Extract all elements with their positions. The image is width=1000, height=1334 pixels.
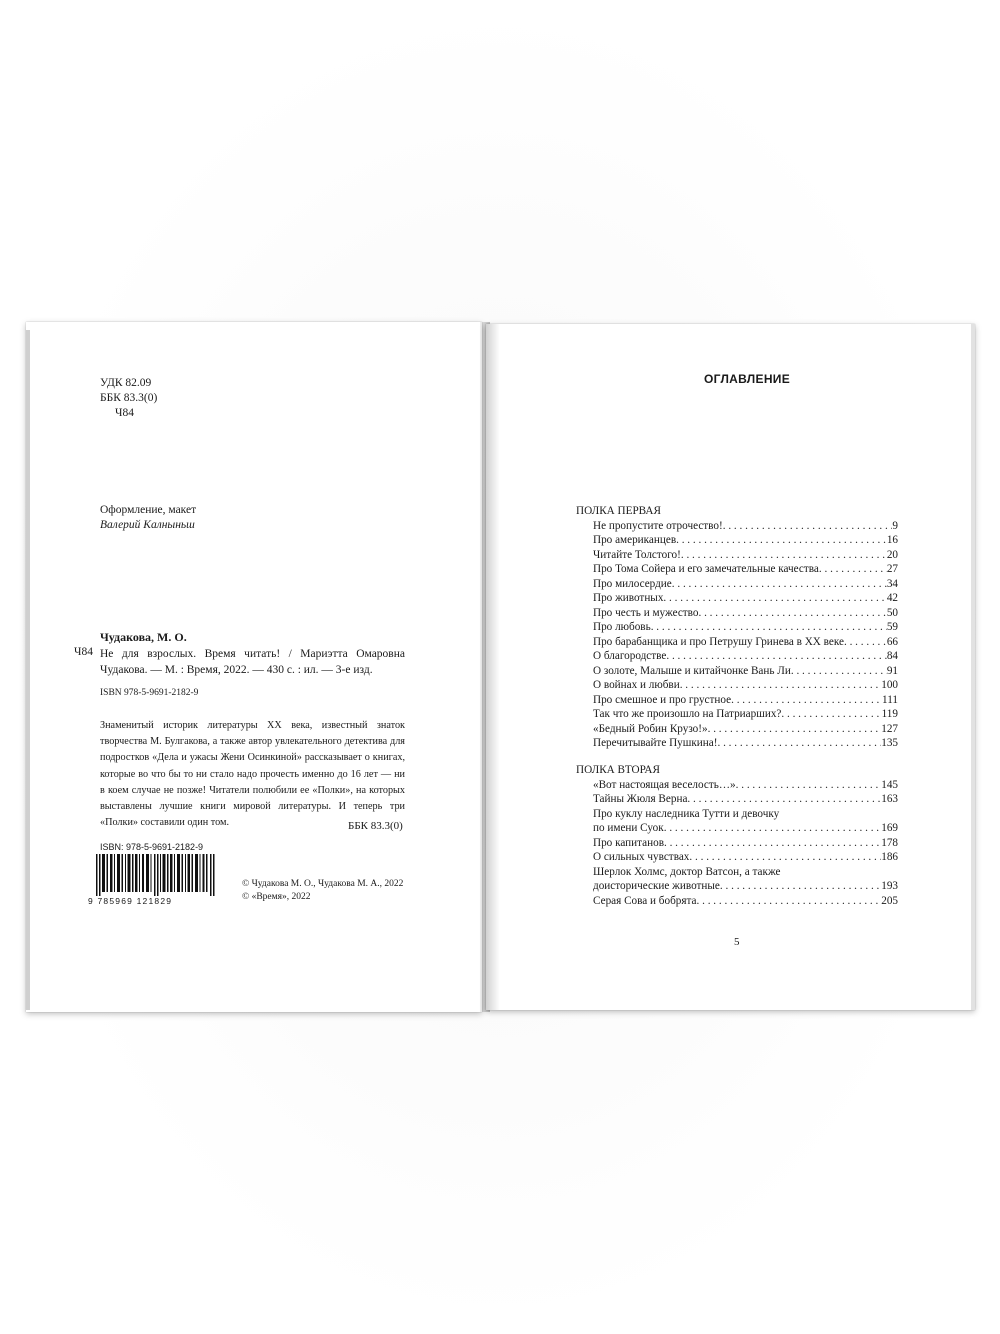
bibliographic-record: Не для взрослых. Время читать! / Мариэтта Омаровна Чудакова. — М. : Время, 2022. — 430 с. : ил. — 3-е изд. xyxy=(100,648,405,677)
toc-entry-page: 135 xyxy=(881,737,898,749)
toc-entry xyxy=(576,519,898,534)
toc-leader-dots xyxy=(664,836,881,851)
toc-entry-title: Читайте Толстого! xyxy=(593,548,681,561)
toc-entry-page: 127 xyxy=(881,722,898,735)
toc-entry-title: Про любовь xyxy=(593,621,651,633)
toc-entry-page: 163 xyxy=(881,793,898,805)
toc-entry xyxy=(576,664,898,679)
copyright-line: © Чудакова М. О., Чудакова М. А., 2022 xyxy=(242,879,404,889)
toc-leader-dots xyxy=(651,620,887,635)
toc-entry-page: 145 xyxy=(881,778,898,791)
call-mark: Ч84 xyxy=(74,646,93,658)
barcode xyxy=(88,842,224,910)
toc-entry xyxy=(576,548,898,563)
toc-entry xyxy=(576,736,898,751)
toc-leader-dots xyxy=(687,792,881,807)
left-page xyxy=(26,322,482,1012)
bbk-code: ББК 83.3(0) xyxy=(100,392,158,404)
designer-name: Валерий Калныньш xyxy=(100,519,195,531)
toc-entry xyxy=(576,533,898,548)
toc-entry xyxy=(576,879,898,894)
toc-entry xyxy=(576,821,898,836)
toc-entry-title: О войнах и любви xyxy=(593,679,680,691)
toc-entry-page: 84 xyxy=(886,650,898,662)
toc-leader-dots xyxy=(689,850,881,865)
toc-section-heading: ПОЛКА ВТОРАЯ xyxy=(576,764,660,776)
bbk-bottom: ББК 83.3(0) xyxy=(348,820,403,832)
toc-entry-page: 178 xyxy=(881,836,898,849)
toc-entry-page: 50 xyxy=(886,606,898,619)
toc-section-heading: ПОЛКА ПЕРВАЯ xyxy=(576,505,661,517)
toc-entry-title: «Вот настоящая веселость…» xyxy=(593,778,736,791)
toc-entry-page: 111 xyxy=(882,693,898,706)
toc-leader-dots xyxy=(680,678,882,693)
toc-entry-title: по имени Суок xyxy=(593,822,664,834)
toc-entry-title: «Бедный Робин Крузо!» xyxy=(593,722,708,735)
toc-entry-page: 91 xyxy=(886,664,898,677)
design-credit xyxy=(100,503,196,533)
toc-entry xyxy=(576,836,898,851)
right-page xyxy=(486,324,975,1010)
toc-entry xyxy=(576,707,898,722)
toc-leader-dots xyxy=(717,736,881,751)
toc-entry-lead: Про куклу наследника Тутти и девочку xyxy=(593,807,780,820)
toc-leader-dots xyxy=(672,577,887,592)
toc-entry-page: 20 xyxy=(886,548,898,561)
toc-list xyxy=(576,519,898,751)
toc-leader-dots xyxy=(731,693,882,708)
toc-entry xyxy=(576,850,898,865)
toc-entry-title: Серая Сова и бобрята xyxy=(593,894,697,907)
toc-entry-title: Так что же произошло на Патриарших? xyxy=(593,708,782,720)
toc-entry-page: 193 xyxy=(881,880,898,892)
toc-entry xyxy=(576,894,898,909)
toc-leader-dots xyxy=(736,778,882,793)
barcode-digits: 9 785969 121829 xyxy=(88,896,173,906)
copyright-block xyxy=(242,878,403,904)
design-label: Оформление, макет xyxy=(100,504,197,516)
toc-entry-title: Про честь и мужество xyxy=(593,606,699,619)
toc-entry-page: 119 xyxy=(881,708,898,720)
udk-block xyxy=(100,376,157,421)
toc-entry xyxy=(576,722,898,737)
barcode-isbn: ISBN: 978-5-9691-2182-9 xyxy=(100,842,204,852)
toc-title: ОГЛАВЛЕНИЕ xyxy=(704,372,791,386)
toc-entry-title: Про Тома Сойера и его замечательные качества xyxy=(593,563,819,575)
toc-entry-title: Про барабанщика и про Петрушу Гринева в XX веке xyxy=(593,635,844,648)
toc-entry-title: Перечитывайте Пушкина! xyxy=(593,737,718,749)
toc-entry xyxy=(576,591,898,606)
toc-entry xyxy=(576,693,898,708)
toc-entry-page: 27 xyxy=(886,563,898,575)
toc-entry xyxy=(576,649,898,664)
toc-leader-dots xyxy=(819,562,887,577)
toc-leader-dots xyxy=(791,664,887,679)
toc-entry-page: 66 xyxy=(886,635,898,648)
toc-leader-dots xyxy=(664,821,882,836)
page-number: 5 xyxy=(734,936,740,948)
toc-leader-dots xyxy=(720,879,881,894)
toc-entry xyxy=(576,606,898,621)
toc-entry-title: Тайны Жюля Верна xyxy=(593,793,688,805)
toc-entry-title: доисторические животные xyxy=(593,880,720,892)
toc-entry-page: 169 xyxy=(881,822,898,834)
toc-entry xyxy=(576,792,898,807)
toc-entry-title: Про животных xyxy=(593,592,664,604)
toc-leader-dots xyxy=(681,548,887,563)
author-heading: Чудакова, М. О. xyxy=(100,630,187,644)
toc-entry-page: 186 xyxy=(881,851,898,863)
toc-entry xyxy=(576,778,898,793)
toc-entry-lead: Шерлок Холмс, доктор Ватсон, а также xyxy=(593,865,781,878)
toc-entry xyxy=(576,562,898,577)
toc-entry-title: Про американцев xyxy=(593,534,677,546)
toc-entry-title: Про капитанов xyxy=(593,836,664,849)
toc-entry-page: 100 xyxy=(881,679,898,691)
toc-entry-title: О благородстве xyxy=(593,650,667,662)
annotation: Знаменитый историк литературы XX века, известный знаток творчества М. Булгакова, а также автор увлекательного детектива для подростков «Дела и ужасы Жени Осинкиной» рассказывает о книгах, которые во что бы то ни стало надо прочесть именно до 16 лет — ни в коем случае не позже! Читатели полюбили ее «Полки», на которых выставлены лучшие книги мировой литературы. И теперь три «Полки» составили один том. xyxy=(100,720,405,829)
toc-leader-dots xyxy=(708,722,882,737)
toc-entry-title: Не пропустите отрочество! xyxy=(593,519,723,532)
toc-leader-dots xyxy=(781,707,881,722)
toc-section-1 xyxy=(576,504,898,751)
udk-code: УДК 82.09 xyxy=(100,377,152,389)
toc-entry-page: 59 xyxy=(886,621,898,633)
copyright-line: © «Время», 2022 xyxy=(242,892,311,902)
toc-entry-title: О сильных чувствах xyxy=(593,851,690,863)
toc-entry xyxy=(576,577,898,592)
toc-entry-page: 42 xyxy=(886,592,898,604)
toc-leader-dots xyxy=(844,635,887,650)
author-mark: Ч84 xyxy=(115,407,134,419)
toc-entry-page: 16 xyxy=(886,534,898,546)
toc-entry-page: 9 xyxy=(892,519,898,532)
toc-leader-dots xyxy=(666,649,886,664)
isbn: ISBN 978-5-9691-2182-9 xyxy=(100,688,199,698)
toc-list xyxy=(576,778,898,909)
toc-leader-dots xyxy=(698,606,886,621)
toc-entry-page: 34 xyxy=(886,577,898,590)
toc-entry-title: Про смешное и про грустное xyxy=(593,693,732,706)
toc-section-2 xyxy=(576,763,898,908)
toc-leader-dots xyxy=(723,519,893,534)
toc-entry-title: Про милосердие xyxy=(593,577,672,590)
toc-entry-title: О золоте, Малыше и китайчонке Вань Ли xyxy=(593,664,791,677)
toc-entry xyxy=(576,678,898,693)
toc-entry xyxy=(576,635,898,650)
toc-entry-page: 205 xyxy=(881,894,898,907)
toc-leader-dots xyxy=(697,894,882,909)
toc-leader-dots xyxy=(676,533,887,548)
toc-entry xyxy=(576,620,898,635)
toc-leader-dots xyxy=(663,591,886,606)
barcode-bars xyxy=(96,854,216,896)
